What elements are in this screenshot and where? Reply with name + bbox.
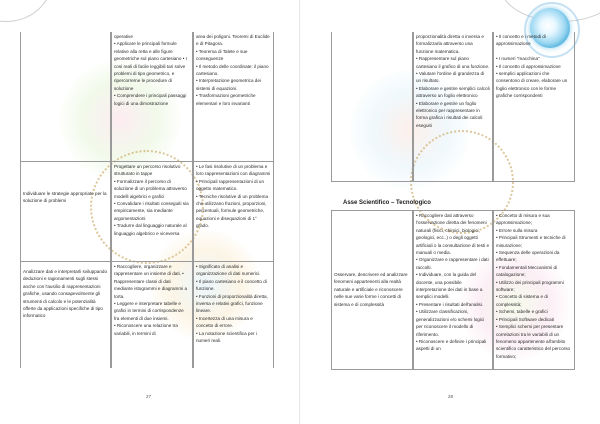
decorative-corner (0, 0, 52, 22)
competence-text: Individuare le strategie appropriate per la soluzione di problemi (23, 191, 107, 204)
table-cell (20, 162, 111, 262)
table-cell (331, 32, 413, 182)
page-number: 28 (448, 394, 454, 399)
skills-text: operative • Applicare le principali formule relative alla retta e alle figure geometriche sul piano cartesiano • I cosi reali di facile leggibili tari solve problemi di tipo geometrico, e ripercorrerne le procedure di soluzione • Comprendere i principali passaggi logici di una dimostrazione (114, 34, 187, 106)
knowledge-text: area dei poligoni. Teoremi di Euclide e di Pitagora. • Teorema di Talete e sue conseguenze • Il metodo delle coordinate: il piano cartesiano. • Interpretazione geometrica dei sistemi di equazioni. • Trasformazioni geometriche elementari e loro invarianti (196, 34, 270, 106)
table-cell (111, 262, 193, 368)
knowledge-text: • Significato di analisi e organizzazione di dati numerici. • Il piano cartesiano e il concetto di funzione. • Funzioni di proporzionalità diretta, inversa e relativi grafici, funzione lineare. • Incertezza di una misura e concetto di errore. • La notazione scientifica per i numeri reali. (196, 264, 268, 344)
table-cell (111, 32, 193, 162)
skills-text: • Raccogliere, organizzare e rappresentare un insieme di dati. • Rappresentare classi di dati mediante istogrammi e diagrammi a torta. • Leggere e interpretare tabelle e grafici in termini di corrispondenze fra elementi di due insiemi. • Riconoscere una relazione tra variabili, in termini di (114, 264, 188, 336)
competence-text: Osservare, descrivere ed analizzare fenomeni appartenenti alla realtà naturale e artificiale e riconoscere nelle sue varie forme i concetti di sistema e di complessità (334, 272, 408, 307)
table-cell (111, 162, 193, 262)
table-cell (193, 32, 274, 162)
table-cell (193, 262, 274, 368)
table-cell (331, 210, 413, 370)
table-cell (193, 162, 274, 262)
table-cell (493, 210, 575, 370)
skills-text: proporzionalità diretta o inversa e formalizzarla attraverso una funzione matematica. • Rappresentare sul piano cartesiano il grafico di una funzione. • Valutare l'ordine di grandezza di un risultato. • Elaborare e gestire semplici calcoli attraverso un foglio elettronico • Elaborare e gestire un foglio elettronico per rappresentare in forma grafica i risultati dei calcoli eseguiti (416, 34, 490, 128)
table-cell (413, 210, 493, 370)
competence-text: Analizzare dati e interpretarli sviluppando deduzioni e ragionamenti sugli stessi anche con l'ausilio di rappresentazioni grafiche, usando consapevolmente gli strumenti di calcolo e le potenzialità offerte da applicazioni specifiche di tipo informatico (23, 269, 108, 319)
knowledge-text: • Le fasi risolutive di un problema e loro rappresentazioni con diagrammi • Principali rappresentazioni di un oggetto matematico. • Tecniche risolutive di un problema che utilizzano frazioni, proporzioni, percentuali, formule geometriche, equazioni e disequazioni di 1° grado. (196, 164, 271, 229)
knowledge-text: • Il concetto e i metodi di approssimazione • I numeri "macchina" • Il concetto di approssimazione • semplici applicazioni che consentono di creare, elaborare un foglio elettronico con le forme grafiche corrispondenti (496, 34, 568, 99)
table-cell (20, 262, 111, 368)
page-number: 27 (146, 394, 152, 399)
knowledge-text: • Concetto di misura e sua approssimazione; • Errore sulla misura • Principali Strumenti e tecniche di misurazione; • Sequenza delle operazioni da effettuare; • Fondamentali Meccanismi di catalogazione; • Utilizzo dei principali programmi software; • Concetto di sistema e di complessità; • Schemi, tabelle e grafici • Principali Software dedicati • Semplici schemi per presentare correlazioni tra le variabili di un fenomeno appartenente all'ambito scientifico caratteristico del percorso formativo; (496, 213, 571, 359)
table-cell (493, 32, 575, 182)
section-title: Asse Scientifico – Tecnologico (343, 200, 431, 206)
skills-text: • Raccogliere dati attraverso l'osservazione diretta dei fenomeni naturali (fisici, chimici, biologici, geologici, ecc..) o degli oggetti artificiali o la consultazione di testi e manuali o media. • Organizzare e rappresentare i dati raccolti. • Individuare, con la guida del docente, una possibile interpretazione dei dati in base a semplici modelli. • Presentare i risultati dell'analisi. • Utilizzare classificazioni, generalizzazioni e/o schemi logici per riconoscere il modello di riferimento. • Riconoscere e definire i principali aspetti di un (416, 213, 490, 352)
table-cell (413, 32, 493, 182)
table-cell (20, 32, 111, 162)
skills-text: Progettare un percorso risolutivo strutturato in tappe • Formalizzare il percorso di soluzione di un problema attraverso modelli algebrici e grafici • Convalidare i risultati conseguiti sia empiricamente, sia mediante argomentazioni • Tradurre dal linguaggio naturale al linguaggio algebrico e viceversa (114, 164, 189, 236)
